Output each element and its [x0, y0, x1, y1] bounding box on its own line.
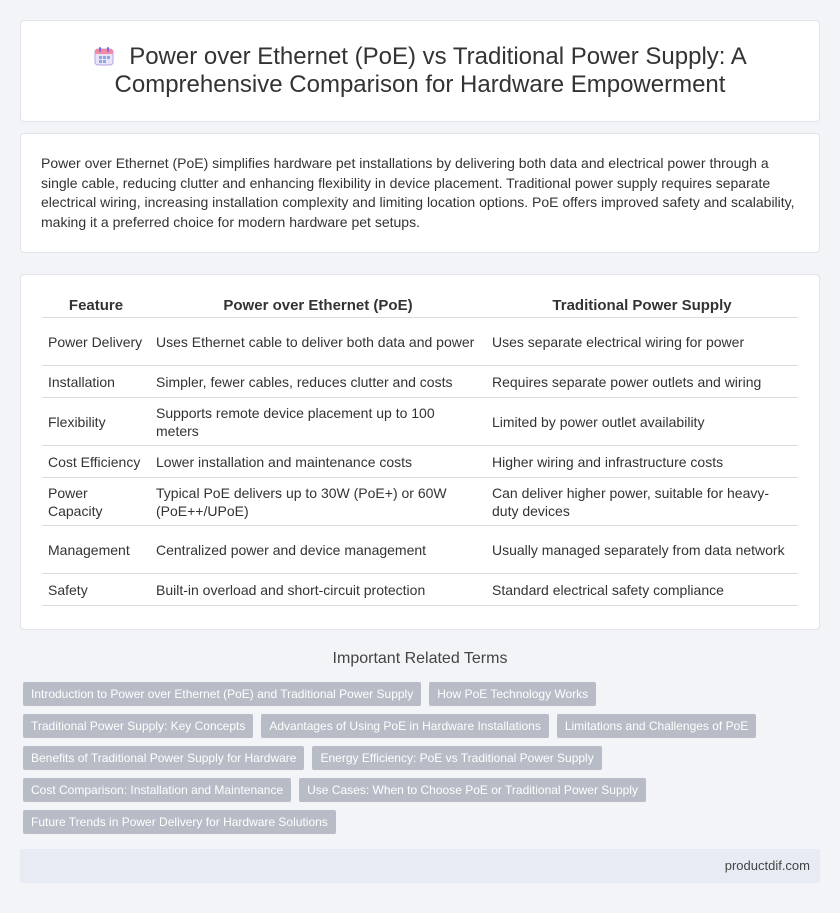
table-header-row	[42, 295, 798, 318]
header-feature: Feature	[42, 295, 150, 318]
table-row	[42, 574, 798, 606]
related-term-tag[interactable]: Use Cases: When to Choose PoE or Traditional Power Supply	[299, 778, 646, 802]
table-row	[42, 446, 798, 478]
related-term-tag[interactable]: How PoE Technology Works	[429, 682, 596, 706]
related-term-tag[interactable]: Cost Comparison: Installation and Maintenance	[23, 778, 291, 802]
related-term-tag[interactable]: Energy Efficiency: PoE vs Traditional Power Supply	[312, 746, 601, 770]
cell-traditional: Uses separate electrical wiring for power	[486, 318, 798, 366]
intro-card	[20, 133, 820, 253]
tag-row	[23, 682, 813, 706]
related-terms-tags	[23, 682, 813, 842]
tag-row	[23, 746, 813, 770]
related-term-tag[interactable]: Introduction to Power over Ethernet (PoE) and Traditional Power Supply	[23, 682, 421, 706]
footer	[20, 849, 820, 883]
cell-poe: Centralized power and device management	[150, 526, 486, 574]
cell-traditional: Can deliver higher power, suitable for heavy-duty devices	[486, 478, 798, 526]
title-card	[20, 20, 820, 122]
cell-feature: Power Capacity	[42, 478, 150, 526]
cell-poe: Typical PoE delivers up to 30W (PoE+) or 60W (PoE++/UPoE)	[150, 478, 486, 526]
cell-traditional: Standard electrical safety compliance	[486, 574, 798, 606]
calendar-icon	[93, 45, 115, 67]
cell-traditional: Usually managed separately from data network	[486, 526, 798, 574]
header-traditional: Traditional Power Supply	[486, 295, 798, 318]
cell-feature: Installation	[42, 366, 150, 398]
cell-poe: Simpler, fewer cables, reduces clutter and costs	[150, 366, 486, 398]
header-poe: Power over Ethernet (PoE)	[150, 295, 486, 318]
related-term-tag[interactable]: Benefits of Traditional Power Supply for Hardware	[23, 746, 304, 770]
intro-paragraph: Power over Ethernet (PoE) simplifies hardware pet installations by delivering both data and electrical power through a single cable, reducing clutter and enhancing flexibility in device placement. Traditional power supply requires separate electrical wiring, increasing installation complexity and limiting location options. PoE offers improved safety and scalability, making it a preferred choice for modern hardware pet setups.	[41, 155, 795, 230]
page-title	[60, 43, 780, 99]
page-title-text: Power over Ethernet (PoE) vs Traditional Power Supply: A Comprehensive Comparison for Hardware Empowerment	[114, 43, 747, 98]
cell-feature: Flexibility	[42, 398, 150, 446]
related-term-tag[interactable]: Limitations and Challenges of PoE	[557, 714, 756, 738]
related-term-tag[interactable]: Traditional Power Supply: Key Concepts	[23, 714, 253, 738]
cell-traditional: Limited by power outlet availability	[486, 398, 798, 446]
related-term-tag[interactable]: Advantages of Using PoE in Hardware Installations	[261, 714, 548, 738]
cell-feature: Cost Efficiency	[42, 446, 150, 478]
cell-feature: Management	[42, 526, 150, 574]
cell-feature: Safety	[42, 574, 150, 606]
tag-row	[23, 714, 813, 738]
cell-poe: Supports remote device placement up to 100 meters	[150, 398, 486, 446]
cell-feature: Power Delivery	[42, 318, 150, 366]
table-row	[42, 398, 798, 446]
related-term-tag[interactable]: Future Trends in Power Delivery for Hardware Solutions	[23, 810, 336, 834]
footer-site-link[interactable]: productdif.com	[724, 858, 810, 873]
cell-traditional: Requires separate power outlets and wiring	[486, 366, 798, 398]
tag-row	[23, 810, 813, 834]
cell-poe: Built-in overload and short-circuit protection	[150, 574, 486, 606]
table-row	[42, 318, 798, 366]
table-row	[42, 526, 798, 574]
comparison-table	[42, 295, 798, 606]
tag-row	[23, 778, 813, 802]
cell-poe: Uses Ethernet cable to deliver both data and power	[150, 318, 486, 366]
comparison-card	[20, 274, 820, 630]
table-row	[42, 478, 798, 526]
table-row	[42, 366, 798, 398]
cell-traditional: Higher wiring and infrastructure costs	[486, 446, 798, 478]
cell-poe: Lower installation and maintenance costs	[150, 446, 486, 478]
related-terms-title: Important Related Terms	[332, 650, 508, 667]
